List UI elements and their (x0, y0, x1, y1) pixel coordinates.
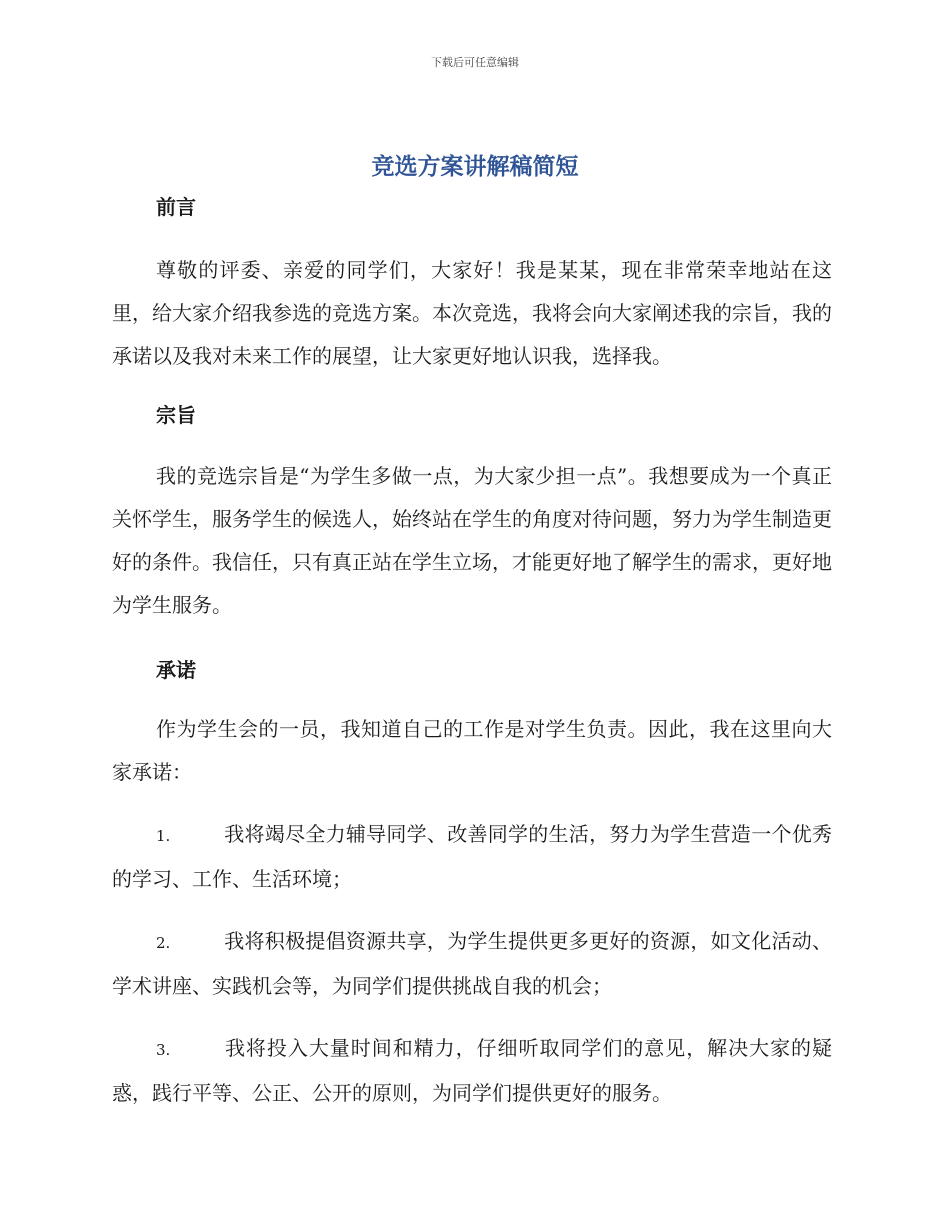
list-item-text: 我将投入大量时间和精力，仔细听取同学们的意见，解决大家的疑惑，践行平等、公正、公开的原则，为同学们提供更好的服务。 (112, 1036, 832, 1105)
list-item (112, 920, 832, 1008)
list-item-text: 我将积极提倡资源共享，为学生提供更多更好的资源，如文化活动、学术讲座、实践机会等，为同学们提供挑战自我的机会； (112, 929, 832, 998)
list-item-number: 2. (156, 934, 171, 952)
document-body (112, 192, 832, 1115)
list-item (112, 1027, 832, 1115)
header-note: 下载后可任意编辑 (431, 56, 519, 69)
list-item (112, 813, 832, 901)
list-item-text: 我将竭尽全力辅导同学、改善同学的生活，努力为学生营造一个优秀的学习、工作、生活环境； (112, 822, 832, 891)
list-item-number: 1. (156, 827, 171, 845)
section-paragraph-promise: 作为学生会的一员，我知道自己的工作是对学生负责。因此，我在这里向大家承诺： (112, 717, 832, 784)
section-heading-purpose: 宗旨 (156, 403, 196, 427)
section-paragraph-purpose: 我的竞选宗旨是“为学生多做一点，为大家少担一点”。我想要成为一个真正关怀学生，服务学生的候选人，始终站在学生的角度对待问题，努力为学生制造更好的条件。我信任，只有真正站在学生立场，才能更好地了解学生的需求，更好地为学生服务。 (112, 464, 832, 617)
section-heading-preface: 前言 (156, 195, 196, 219)
list-item-number: 3. (156, 1041, 171, 1059)
section-heading-promise: 承诺 (156, 658, 196, 682)
section-paragraph-preface: 尊敬的评委、亲爱的同学们，大家好！我是某某，现在非常荣幸地站在这里，给大家介绍我参选的竞选方案。本次竞选，我将会向大家阐述我的宗旨，我的承诺以及我对未来工作的展望，让大家更好地认识我，选择我。 (112, 258, 832, 368)
document-title: 竞选方案讲解稿简短 (371, 154, 579, 180)
